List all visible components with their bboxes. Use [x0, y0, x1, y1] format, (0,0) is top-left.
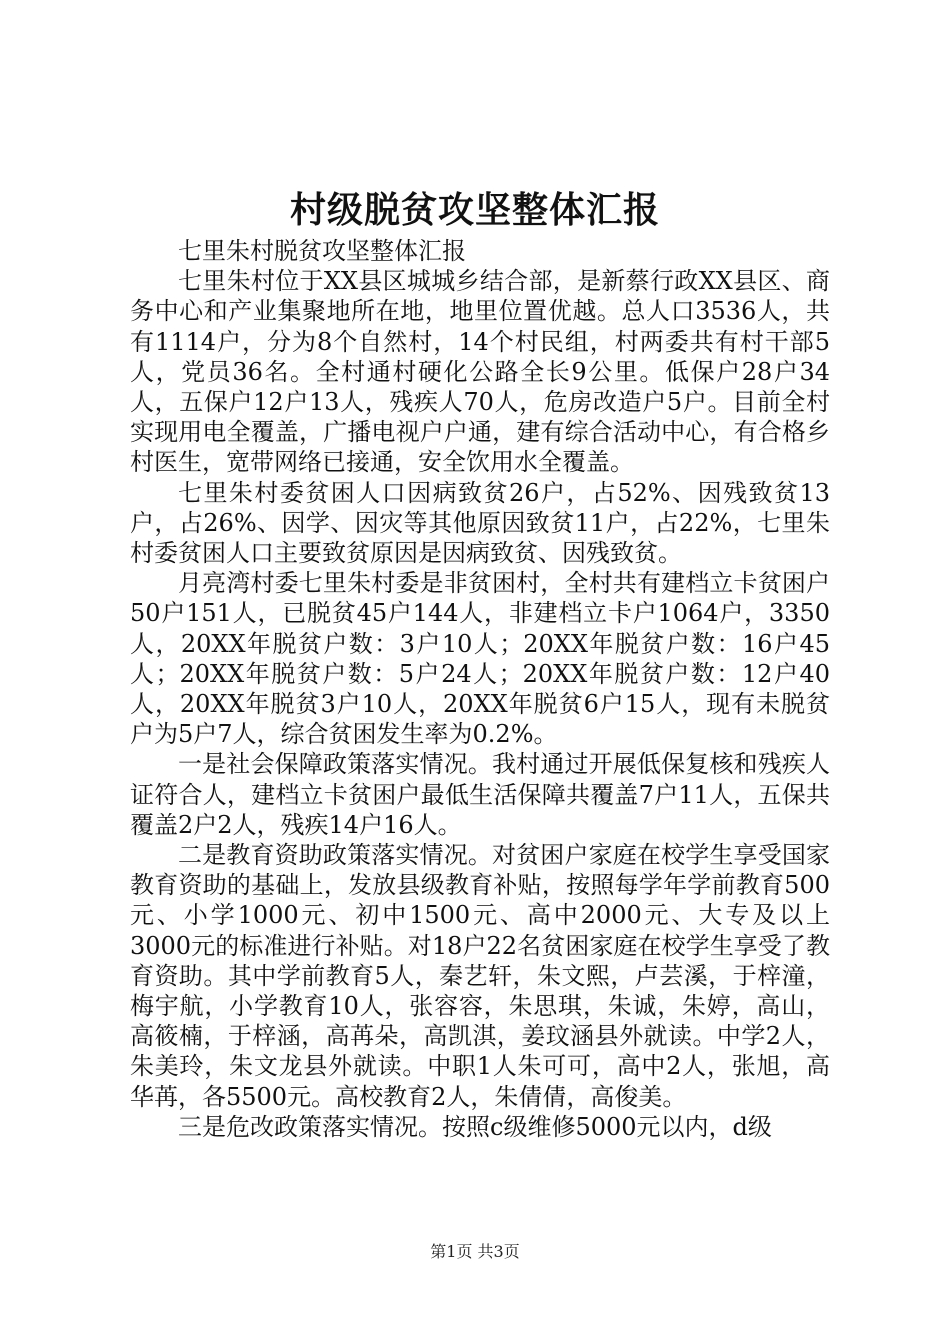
document-title: 村级脱贫攻坚整体汇报 — [289, 189, 660, 231]
page-footer: 第1页 共3页 — [430, 1242, 520, 1261]
paragraph-education: 二是教育资助政策落实情况。对贫困户家庭在校学生享受国家教育资助的基础上，发放县级教育补贴，按照每学年学前教育500元、小学1000元、初中1500元、高中2000元、大专及以上3000元的标准进行补贴。对18户22名贫困家庭在校学生享受了教育资助。其中学前教育5人，秦艺轩，朱文熙，卢芸溪，于梓潼，梅宇航，小学教育10人，张容容，朱思琪，朱诚，朱婷，高山，高筱楠，于梓涵，高苒朵，高凯淇，姜玟涵县外就读。中学2人，朱美玲，朱文龙县外就读。中职1人朱可可，高中2人，张旭，高华苒，各5500元。高校教育2人，朱倩倩，高俊美。 — [130, 841, 830, 1111]
paragraph-housing: 三是危改政策落实情况。按照c级维修5000元以内，d级 — [178, 1112, 772, 1141]
paragraph-poverty-stats: 月亮湾村委七里朱村委是非贫困村，全村共有建档立卡贫困户50户151人，已脱贫45户144人，非建档立卡户1064户，3350人，20XX年脱贫户数：3户10人；20XX年脱贫户数：16户45人；20XX年脱贫户数：5户24人；20XX年脱贫户数：12户40人，20XX年脱贫3户10人，20XX年脱贫6户15人，现有未脱贫户为5户7人，综合贫困发生率为0.2%。 — [130, 569, 830, 749]
document-body — [130, 236, 830, 1142]
paragraph-subtitle: 七里朱村脱贫攻坚整体汇报 — [178, 237, 466, 265]
paragraph-social-security: 一是社会保障政策落实情况。我村通过开展低保复核和残疾人证符合人，建档立卡贫困户最低生活保障共覆盖7户11人，五保共覆盖2户2人，残疾14户16人。 — [130, 750, 830, 839]
paragraph-poverty-causes: 七里朱村委贫困人口因病致贫26户，占52%、因残致贫13户，占26%、因学、因灾等其他原因致贫11户，占22%，七里朱村委贫困人口主要致贫原因是因病致贫、因残致贫。 — [130, 478, 830, 568]
paragraph-overview: 七里朱村位于XX县区城城乡结合部，是新蔡行政XX县区、商务中心和产业集聚地所在地，地里位置优越。总人口3536人，共有1114户，分为8个自然村，14个村民组，村两委共有村干部5人，党员36名。全村通村硬化公路全长9公里。低保户28户34人，五保户12户13人，残疾人70人，危房改造户5户。目前全村实现用电全覆盖，广播电视户户通，建有综合活动中心，有合格乡村医生，宽带网络已接通，安全饮用水全覆盖。 — [130, 267, 830, 477]
